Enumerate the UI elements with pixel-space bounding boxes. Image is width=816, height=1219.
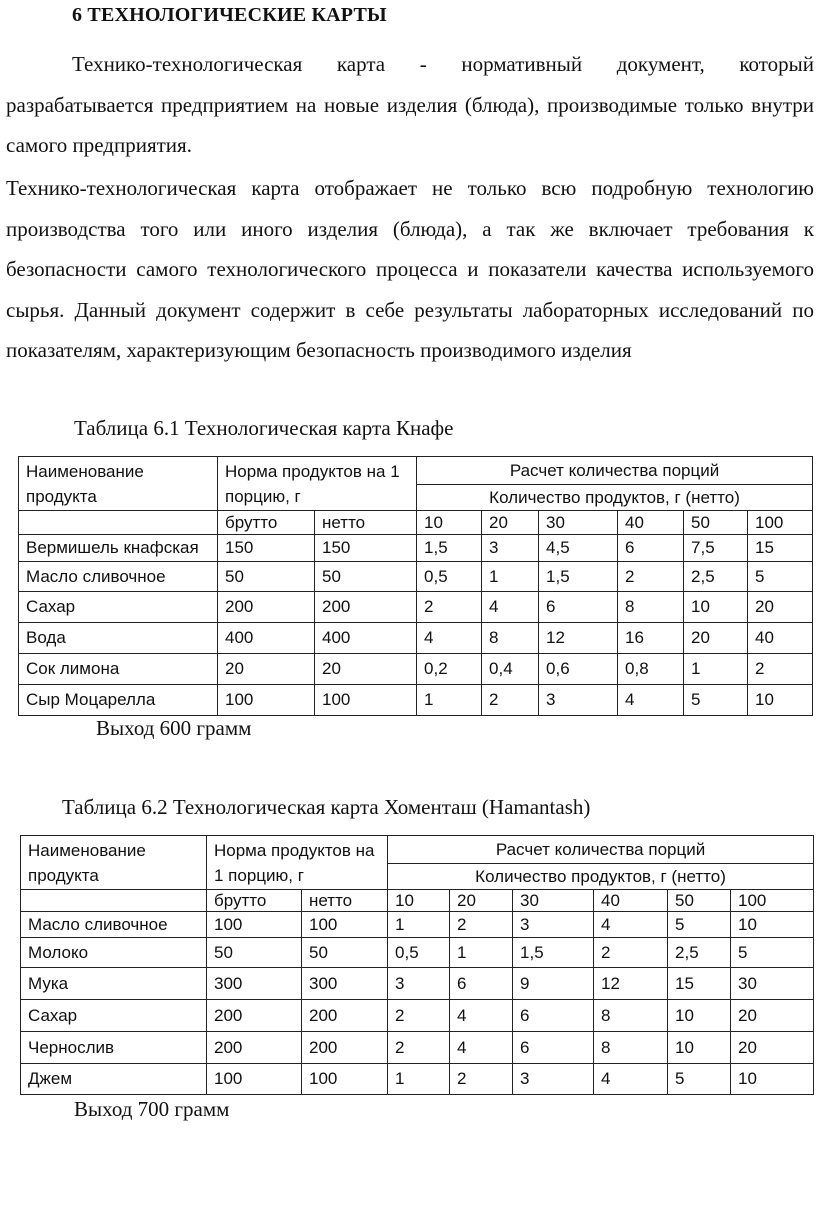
cell-20: 1 bbox=[482, 562, 539, 592]
cell-40: 4 bbox=[594, 912, 668, 938]
cell-netto: 200 bbox=[302, 1000, 388, 1032]
cell-20: 1 bbox=[450, 938, 513, 968]
header-netto: нетто bbox=[302, 890, 388, 912]
cell-100: 40 bbox=[748, 623, 813, 654]
header-portion-calc: Расчет количества порций bbox=[388, 836, 814, 864]
cell-30: 3 bbox=[539, 685, 618, 716]
cell-100: 20 bbox=[731, 1032, 814, 1064]
cell-100: 5 bbox=[731, 938, 814, 968]
cell-50: 5 bbox=[668, 912, 731, 938]
cell-50: 5 bbox=[668, 1064, 731, 1095]
cell-20: 2 bbox=[450, 1064, 513, 1095]
cell-netto: 20 bbox=[315, 654, 417, 685]
cell-20: 8 bbox=[482, 623, 539, 654]
cell-10: 0,5 bbox=[388, 938, 450, 968]
header-portions-10: 10 bbox=[417, 511, 482, 535]
product-name: Джем bbox=[21, 1064, 207, 1095]
cell-100: 30 bbox=[731, 968, 814, 1000]
cell-10: 4 bbox=[417, 623, 482, 654]
cell-30: 3 bbox=[513, 1064, 594, 1095]
cell-brutto: 400 bbox=[218, 623, 315, 654]
table2-caption: Таблица 6.2 Технологическая карта Хоменташ (Hamantash) bbox=[62, 795, 591, 819]
header-product-name: Наименование продукта bbox=[21, 836, 207, 890]
table-row bbox=[21, 938, 814, 968]
product-name: Сыр Моцарелла bbox=[19, 685, 218, 716]
header-portions-100: 100 bbox=[748, 511, 813, 535]
cell-netto: 150 bbox=[315, 535, 417, 562]
header-portions-50: 50 bbox=[668, 890, 731, 912]
cell-100: 10 bbox=[731, 1064, 814, 1095]
cell-30: 12 bbox=[539, 623, 618, 654]
cell-30: 0,6 bbox=[539, 654, 618, 685]
paragraph-definition: Технико-технологическая карта - нормативный документ, который разрабатывается предприятием на новые изделия (блюда), производимые только внутри самого предприятия. bbox=[6, 52, 814, 157]
cell-10: 1 bbox=[388, 1064, 450, 1095]
product-name: Сок лимона bbox=[19, 654, 218, 685]
header-portions-40: 40 bbox=[594, 890, 668, 912]
cell-30: 4,5 bbox=[539, 535, 618, 562]
cell-netto: 400 bbox=[315, 623, 417, 654]
cell-brutto: 200 bbox=[207, 1032, 302, 1064]
product-name: Вода bbox=[19, 623, 218, 654]
header-norm: Норма продуктов на 1 порцию, г bbox=[218, 457, 417, 511]
cell-100: 15 bbox=[748, 535, 813, 562]
cell-100: 20 bbox=[748, 592, 813, 623]
cell-netto: 100 bbox=[315, 685, 417, 716]
cell-100: 20 bbox=[731, 1000, 814, 1032]
cell-20: 4 bbox=[450, 1032, 513, 1064]
cell-brutto: 150 bbox=[218, 535, 315, 562]
table2-yield: Выход 700 грамм bbox=[74, 1097, 230, 1121]
cell-40: 8 bbox=[594, 1032, 668, 1064]
cell-10: 0,2 bbox=[417, 654, 482, 685]
cell-brutto: 100 bbox=[207, 1064, 302, 1095]
product-name: Сахар bbox=[19, 592, 218, 623]
table1-yield: Выход 600 грамм bbox=[96, 716, 252, 740]
cell-40: 0,8 bbox=[618, 654, 684, 685]
header-portions-40: 40 bbox=[618, 511, 684, 535]
cell-10: 2 bbox=[388, 1032, 450, 1064]
cell-30: 6 bbox=[513, 1000, 594, 1032]
table-row bbox=[19, 562, 813, 592]
header-portions-20: 20 bbox=[450, 890, 513, 912]
cell-30: 6 bbox=[539, 592, 618, 623]
table1-caption: Таблица 6.1 Технологическая карта Кнафе bbox=[74, 416, 454, 440]
cell-30: 6 bbox=[513, 1032, 594, 1064]
cell-netto: 50 bbox=[302, 938, 388, 968]
header-brutto: брутто bbox=[207, 890, 302, 912]
cell-40: 2 bbox=[618, 562, 684, 592]
header-portions-50: 50 bbox=[684, 511, 748, 535]
header-portion-calc: Расчет количества порций bbox=[417, 457, 813, 485]
product-name: Сахар bbox=[21, 1000, 207, 1032]
cell-40: 4 bbox=[618, 685, 684, 716]
header-quantity-netto: Количество продуктов, г (нетто) bbox=[388, 864, 814, 890]
cell-20: 2 bbox=[450, 912, 513, 938]
cell-30: 1,5 bbox=[513, 938, 594, 968]
tech-card-table-hamantash bbox=[20, 835, 814, 1095]
section-heading: 6 ТЕХНОЛОГИЧЕСКИЕ КАРТЫ bbox=[72, 4, 387, 26]
product-name: Масло сливочное bbox=[19, 562, 218, 592]
cell-brutto: 100 bbox=[218, 685, 315, 716]
cell-100: 5 bbox=[748, 562, 813, 592]
cell-brutto: 50 bbox=[207, 938, 302, 968]
table-row bbox=[19, 623, 813, 654]
product-name: Масло сливочное bbox=[21, 912, 207, 938]
cell-30: 9 bbox=[513, 968, 594, 1000]
cell-100: 10 bbox=[748, 685, 813, 716]
product-name: Мука bbox=[21, 968, 207, 1000]
cell-netto: 100 bbox=[302, 1064, 388, 1095]
table-row bbox=[19, 535, 813, 562]
product-name: Чернослив bbox=[21, 1032, 207, 1064]
cell-40: 8 bbox=[618, 592, 684, 623]
header-empty-cell bbox=[19, 511, 218, 535]
cell-netto: 100 bbox=[302, 912, 388, 938]
cell-40: 4 bbox=[594, 1064, 668, 1095]
cell-100: 2 bbox=[748, 654, 813, 685]
cell-40: 2 bbox=[594, 938, 668, 968]
cell-netto: 50 bbox=[315, 562, 417, 592]
cell-netto: 200 bbox=[315, 592, 417, 623]
cell-40: 12 bbox=[594, 968, 668, 1000]
cell-50: 20 bbox=[684, 623, 748, 654]
cell-10: 3 bbox=[388, 968, 450, 1000]
cell-50: 15 bbox=[668, 968, 731, 1000]
cell-10: 2 bbox=[417, 592, 482, 623]
cell-50: 2,5 bbox=[684, 562, 748, 592]
header-netto: нетто bbox=[315, 511, 417, 535]
cell-brutto: 200 bbox=[218, 592, 315, 623]
cell-40: 8 bbox=[594, 1000, 668, 1032]
cell-10: 1,5 bbox=[417, 535, 482, 562]
header-portions-20: 20 bbox=[482, 511, 539, 535]
cell-30: 1,5 bbox=[539, 562, 618, 592]
cell-30: 3 bbox=[513, 912, 594, 938]
cell-20: 3 bbox=[482, 535, 539, 562]
cell-brutto: 20 bbox=[218, 654, 315, 685]
header-portions-10: 10 bbox=[388, 890, 450, 912]
cell-40: 6 bbox=[618, 535, 684, 562]
cell-brutto: 100 bbox=[207, 912, 302, 938]
header-brutto: брутто bbox=[218, 511, 315, 535]
cell-50: 5 bbox=[684, 685, 748, 716]
cell-brutto: 300 bbox=[207, 968, 302, 1000]
table-row bbox=[21, 1000, 814, 1032]
header-product-name: Наименование продукта bbox=[19, 457, 218, 511]
tech-card-table-knafe bbox=[18, 456, 813, 716]
cell-brutto: 50 bbox=[218, 562, 315, 592]
cell-netto: 200 bbox=[302, 1032, 388, 1064]
table-row bbox=[19, 685, 813, 716]
header-norm: Норма продуктов на 1 порцию, г bbox=[207, 836, 388, 890]
cell-20: 2 bbox=[482, 685, 539, 716]
cell-netto: 300 bbox=[302, 968, 388, 1000]
cell-20: 6 bbox=[450, 968, 513, 1000]
cell-50: 10 bbox=[668, 1032, 731, 1064]
cell-40: 16 bbox=[618, 623, 684, 654]
cell-10: 0,5 bbox=[417, 562, 482, 592]
header-portions-30: 30 bbox=[539, 511, 618, 535]
table-row bbox=[21, 968, 814, 1000]
table-row bbox=[21, 1064, 814, 1095]
header-quantity-netto: Количество продуктов, г (нетто) bbox=[417, 485, 813, 511]
cell-20: 4 bbox=[450, 1000, 513, 1032]
cell-50: 7,5 bbox=[684, 535, 748, 562]
cell-10: 2 bbox=[388, 1000, 450, 1032]
header-portions-30: 30 bbox=[513, 890, 594, 912]
cell-20: 4 bbox=[482, 592, 539, 623]
cell-10: 1 bbox=[417, 685, 482, 716]
cell-10: 1 bbox=[388, 912, 450, 938]
product-name: Вермишель кнафская bbox=[19, 535, 218, 562]
table-row bbox=[21, 1032, 814, 1064]
paragraph-description: Технико-технологическая карта отображает не только всю подробную технологию производства того или иного изделия (блюда), а так же включает требования к безопасности самого технологического процесса и показатели качества используемого сырья. Данный документ содержит в себе результаты лабораторных исследований по показателям, характеризующим безопасность производимого изделия bbox=[6, 176, 814, 362]
cell-20: 0,4 bbox=[482, 654, 539, 685]
cell-50: 10 bbox=[668, 1000, 731, 1032]
cell-brutto: 200 bbox=[207, 1000, 302, 1032]
table-row bbox=[19, 654, 813, 685]
cell-50: 2,5 bbox=[668, 938, 731, 968]
table-row bbox=[19, 592, 813, 623]
product-name: Молоко bbox=[21, 938, 207, 968]
header-portions-100: 100 bbox=[731, 890, 814, 912]
header-empty-cell bbox=[21, 890, 207, 912]
cell-50: 10 bbox=[684, 592, 748, 623]
cell-50: 1 bbox=[684, 654, 748, 685]
table-row bbox=[21, 912, 814, 938]
cell-100: 10 bbox=[731, 912, 814, 938]
